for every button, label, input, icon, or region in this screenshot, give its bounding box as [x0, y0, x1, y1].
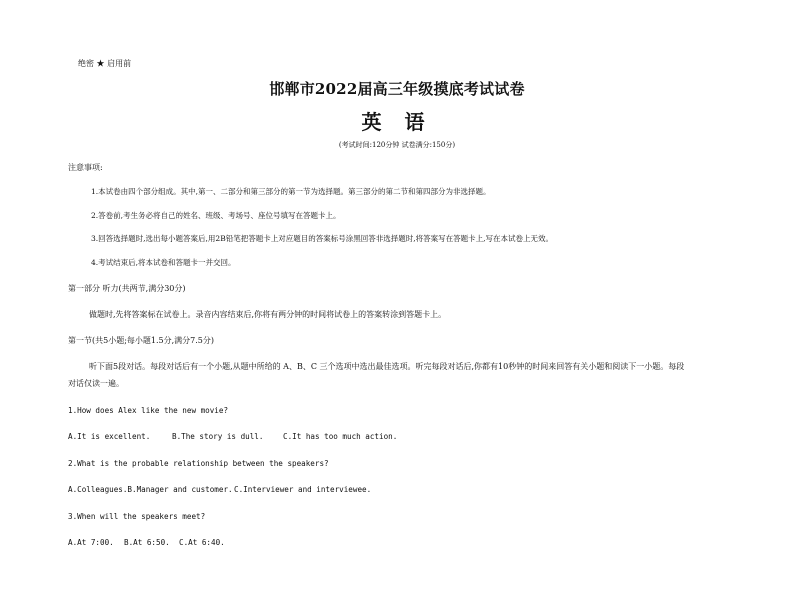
exam-title: 邯郸市2022届高三年级摸底考试试卷 [269, 80, 525, 98]
confidential-label: 绝密 ★ 启用前 [78, 59, 132, 68]
question-3-option-c: C.At 6:40. [179, 538, 225, 547]
question-2-option-ab: A.Colleagues.B.Manager and customer. [68, 485, 233, 494]
question-3-stem: 3.When will the speakers meet? [68, 512, 206, 521]
question-3-option-b: B.At 6:50. [124, 538, 170, 547]
exam-time-and-score: (考试时间:120分钟 试卷满分:150分) [338, 141, 456, 149]
part1-heading: 第一部分 听力(共两节,满分30分) [68, 284, 186, 293]
notes-heading: 注意事项: [68, 163, 103, 172]
note-item-3: 3.回答选择题时,选出每小题答案后,用2B铅笔把答题卡上对应题目的答案标号涂黑回答非选择题时,将答案写在答题卡上,写在本试卷上无效。 [91, 234, 553, 243]
question-1-option-a: A.It is excellent. [68, 432, 151, 441]
question-3-options [68, 537, 225, 548]
question-2-stem: 2.What is the probable relationship between the speakers? [68, 459, 329, 468]
section1-instructions-cont: 对话仅读一遍。 [68, 379, 124, 388]
question-3-option-a: A.At 7:00. [68, 538, 114, 547]
question-1-stem: 1.How does Alex like the new movie? [68, 406, 229, 415]
question-2-option-c: C.Interviewer and interviewee. [234, 485, 372, 494]
question-1-option-c: C.It has too much action. [283, 432, 398, 441]
section1-heading: 第一节(共5小题;每小题1.5分,满分7.5分) [68, 336, 215, 345]
section1-instructions: 听下面5段对话。每段对话后有一个小题,从题中所给的 A、B、C 三个选项中选出最佳选项。听完每段对话后,你都有10秒钟的时间来回答有关小题和阅读下一小题。每段 [89, 362, 685, 371]
note-item-1: 1.本试卷由四个部分组成。其中,第一、二部分和第三部分的第一节为选择题。第三部分的第二节和第四部分为非选择题。 [91, 187, 491, 196]
question-1-option-b: B.The story is dull. [172, 432, 264, 441]
note-item-2: 2.答卷前,考生务必将自己的姓名、班级、考场号、座位号填写在答题卡上。 [91, 211, 341, 220]
subject-title: 英 语 [361, 110, 433, 134]
part1-intro: 做题时,先将答案标在试卷上。录音内容结束后,你将有两分钟的时间将试卷上的答案转涂到答题卡上。 [89, 310, 447, 319]
question-2-options [68, 484, 371, 495]
note-item-4: 4.考试结束后,将本试卷和答题卡一并交回。 [91, 258, 236, 267]
question-1-options [68, 431, 397, 442]
